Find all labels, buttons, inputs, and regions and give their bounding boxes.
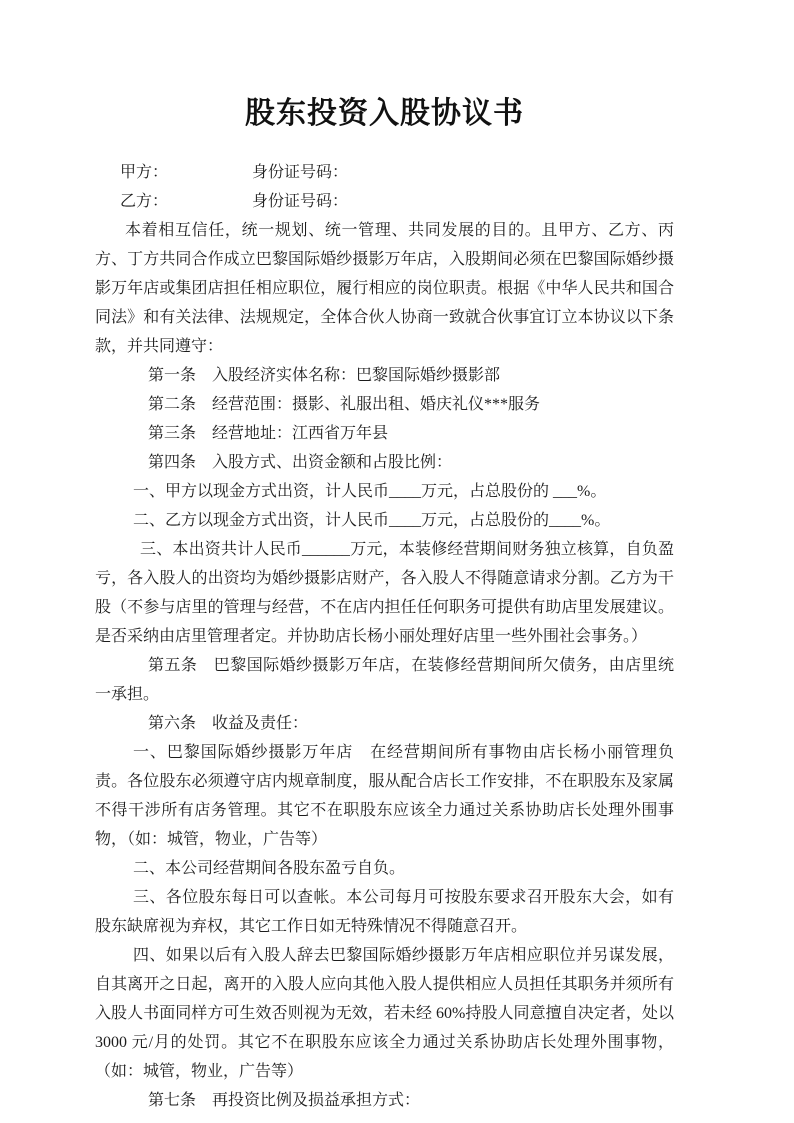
clause-3: 第三条 经营地址：江西省万年县 — [148, 425, 389, 442]
party-a-label: 甲方： — [120, 164, 169, 181]
clause-5: 第五条 巴黎国际婚纱摄影万年店，在装修经营期间所欠债务，由店里统一承担。 — [95, 657, 674, 703]
party-b-row — [95, 187, 674, 216]
clause-6: 第六条 收益及责任： — [148, 715, 309, 732]
clause-2: 第二条 经营范围：摄影、礼服出租、婚庆礼仪***服务 — [148, 396, 541, 413]
clause-1: 第一条 入股经济实体名称：巴黎国际婚纱摄影部 — [148, 367, 501, 384]
clause-4-item-1: 一、甲方以现金方式出资，计人民币____万元，占总股份的 ___%。 — [133, 483, 607, 500]
clause-4-item-2: 二、乙方以现金方式出资，计人民币____万元，占总股份的____%。 — [133, 512, 611, 529]
party-a-row — [95, 158, 674, 187]
clause-7: 第七条 再投资比例及损益承担方式： — [148, 1092, 421, 1109]
party-b-id-label: 身份证号码： — [252, 193, 349, 210]
clause-6-item-1: 一、巴黎国际婚纱摄影万年店 在经营期间所有事物由店长杨小丽管理负责。各位股东必须遵守店内规章制度，服从配合店长工作安排，不在职股东及家属不得干涉所有店务管理。其它不在职股东应该全力通过关系协助店长处理外围事物，（如：城管，物业，广告等） — [95, 744, 674, 848]
clause-4: 第四条 入股方式、出资金额和占股比例： — [148, 454, 453, 471]
intro-paragraph: 本着相互信任，统一规划、统一管理、共同发展的目的。且甲方、乙方、丙方、丁方共同合作成立巴黎国际婚纱摄影万年店，入股期间必须在巴黎国际婚纱摄影万年店或集团店担任相应职位，履行相应的岗位职责。根据《中华人民共和国合同法》和有关法律、法规规定，全体合伙人协商一致就合伙事宜订立本协议以下条款，并共同遵守： — [95, 222, 674, 355]
party-a-id-label: 身份证号码： — [252, 164, 349, 181]
page-title: 股东投资入股协议书 — [245, 96, 524, 131]
party-b-label: 乙方： — [120, 193, 169, 210]
clause-4-item-3: 三、本出资共计人民币______万元，本装修经营期间财务独立核算，自负盈亏，各入股人的出资均为婚纱摄影店财产，各入股人不得随意请求分割。乙方为干股（不参与店里的管理与经营，不在店内担任任何职务可提供有助店里发展建议。是否采纳由店里管理者定。并协助店长杨小丽处理好店里一些外围社会事务。） — [95, 541, 674, 645]
clause-6-item-3: 三、各位股东每日可以查帐。本公司每月可按股东要求召开股东大会，如有股东缺席视为弃权，其它工作日如无特殊情况不得随意召开。 — [95, 889, 674, 935]
clause-6-item-2: 二、本公司经营期间各股东盈亏自负。 — [133, 860, 406, 877]
clause-6-item-4: 四、如果以后有入股人辞去巴黎国际婚纱摄影万年店相应职位并另谋发展，自其离开之日起，离开的入股人应向其他入股人提供相应人员担任其职务并须所有入股人书面同样方可生效否则视为无效，若未经 60%持股人同意擅自决定者，处以 3000 元/月的处罚。其它不在职股东应该全力通过关系协助店长处理外围事物，（如：城管，物业，广告等） — [95, 947, 674, 1080]
